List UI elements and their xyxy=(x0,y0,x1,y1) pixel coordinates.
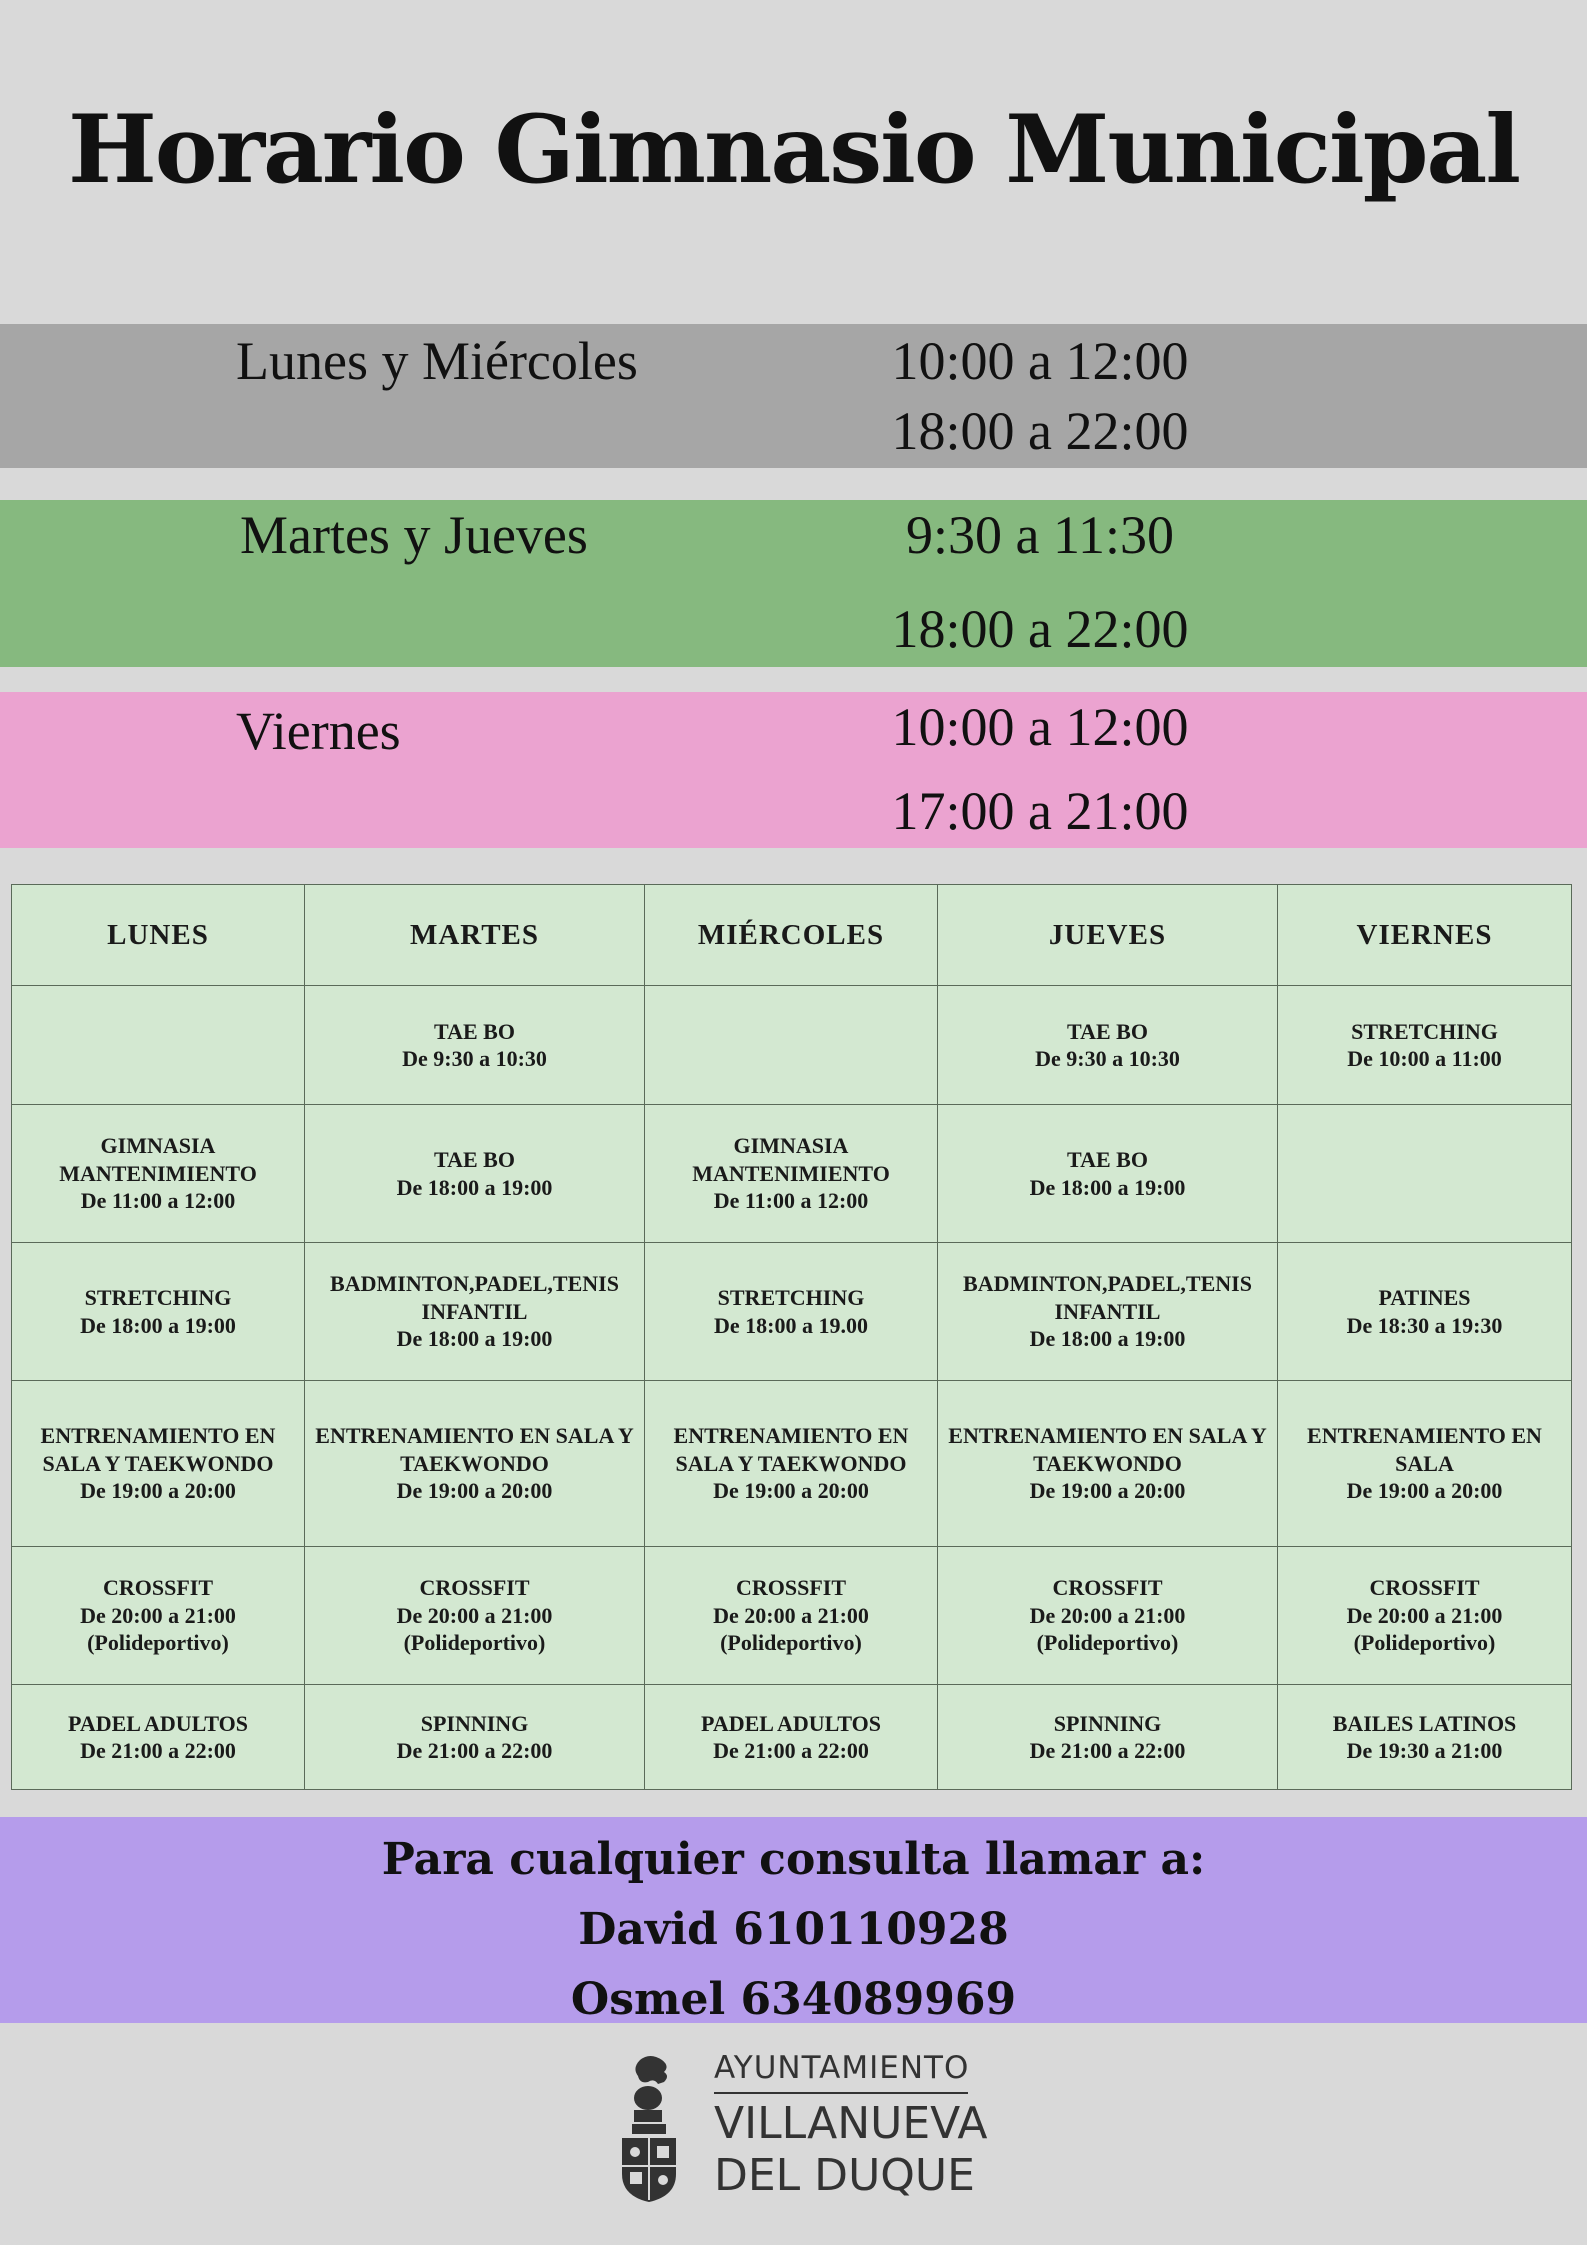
schedule-row xyxy=(12,1243,1572,1381)
activity-name: CROSSFIT xyxy=(1052,1575,1163,1601)
activity-name: ENTRENAMIENTO EN SALA xyxy=(1307,1423,1542,1476)
page-title: Horario Gimnasio Municipal xyxy=(67,95,1520,205)
schedule-row xyxy=(12,1105,1572,1243)
band-time: 18:00 a 22:00 xyxy=(891,401,1189,461)
band-days: Viernes xyxy=(236,701,401,761)
schedule-cell xyxy=(12,986,305,1105)
activity-time: De 21:00 a 22:00 xyxy=(1029,1738,1186,1763)
schedule-cell xyxy=(938,1243,1278,1381)
activity-name: GIMNASIA MANTENIMIENTO xyxy=(59,1133,257,1186)
crest-icon xyxy=(618,2054,680,2204)
activity-time: De 19:00 a 20:00 xyxy=(396,1478,553,1504)
activity-name: PATINES xyxy=(1378,1285,1471,1310)
municipality-logo xyxy=(618,2050,988,2210)
band-time: 10:00 a 12:00 xyxy=(891,331,1189,391)
band-time: 18:00 a 22:00 xyxy=(891,599,1189,659)
schedule-cell xyxy=(645,1243,938,1381)
activity-time: De 9:30 a 10:30 xyxy=(1035,1046,1180,1071)
activity-name: CROSSFIT xyxy=(102,1575,214,1601)
schedule-cell xyxy=(1278,1381,1572,1547)
activity-name: TAE BO xyxy=(434,1018,515,1044)
schedule-cell xyxy=(12,1105,305,1243)
hours-band-mon-wed xyxy=(0,324,1587,468)
logo-line-ayuntamiento: AYUNTAMIENTO xyxy=(714,2050,970,2086)
activity-name: CROSSFIT xyxy=(1369,1575,1480,1601)
hours-band-tue-thu xyxy=(0,500,1587,667)
activity-name: GIMNASIA MANTENIMIENTO xyxy=(692,1133,890,1186)
activity-name: TAE BO xyxy=(1067,1018,1148,1044)
activity-time: De 20:00 a 21:00 xyxy=(1029,1602,1186,1628)
header-miercoles: MIÉRCOLES xyxy=(645,885,938,986)
schedule-cell xyxy=(1278,1243,1572,1381)
activity-name: PADEL ADULTOS xyxy=(68,1710,248,1736)
activity-time: De 18:30 a 19:30 xyxy=(1346,1312,1503,1338)
schedule-cell xyxy=(1278,1547,1572,1685)
activity-time: De 20:00 a 21:00 xyxy=(396,1602,553,1628)
schedule-cell xyxy=(938,1685,1278,1790)
activity-name: TAE BO xyxy=(434,1147,515,1172)
schedule-cell xyxy=(12,1547,305,1685)
contact-phone-osmel: Osmel 634089969 xyxy=(570,1974,1017,2025)
activity-name: STRETCHING xyxy=(717,1285,865,1310)
contact-phone-david: David 610110928 xyxy=(578,1904,1009,1955)
band-time: 17:00 a 21:00 xyxy=(891,781,1189,841)
schedule-cell xyxy=(305,1243,645,1381)
logo-rule xyxy=(714,2092,968,2094)
schedule-cell xyxy=(305,1381,645,1547)
schedule-row xyxy=(12,1381,1572,1547)
activity-time: De 21:00 a 22:00 xyxy=(396,1738,553,1763)
activity-name: STRETCHING xyxy=(1351,1018,1498,1044)
schedule-cell xyxy=(645,1547,938,1685)
activity-time: De 19:00 a 20:00 xyxy=(1029,1478,1186,1504)
schedule-cell xyxy=(12,1381,305,1547)
activity-name: BAILES LATINOS xyxy=(1332,1710,1517,1736)
activity-time: De 18:00 a 19:00 xyxy=(1029,1326,1186,1352)
activity-name: CROSSFIT xyxy=(419,1575,530,1601)
activity-note: (Polideportivo) xyxy=(1353,1630,1496,1656)
band-days: Lunes y Miércoles xyxy=(236,331,638,391)
activity-time: De 21:00 a 22:00 xyxy=(80,1738,236,1763)
schedule-cell xyxy=(1278,1685,1572,1790)
schedule-cell xyxy=(645,1105,938,1243)
header-martes: MARTES xyxy=(305,885,645,986)
schedule-cell xyxy=(305,1547,645,1685)
schedule-cell xyxy=(645,986,938,1105)
schedule-cell xyxy=(938,1105,1278,1243)
band-time: 9:30 a 11:30 xyxy=(906,505,1174,565)
activity-note: (Polideportivo) xyxy=(87,1630,229,1656)
schedule-row xyxy=(12,986,1572,1105)
activity-name: ENTRENAMIENTO EN SALA Y TAEKWONDO xyxy=(40,1423,276,1476)
activity-name: CROSSFIT xyxy=(735,1575,847,1601)
schedule-cell xyxy=(645,1381,938,1547)
activity-name: STRETCHING xyxy=(84,1285,232,1310)
schedule-cell xyxy=(938,1381,1278,1547)
logo-line-del-duque: DEL DUQUE xyxy=(714,2150,975,2201)
schedule-cell xyxy=(938,1547,1278,1685)
header-viernes: VIERNES xyxy=(1278,885,1572,986)
activity-time: De 11:00 a 12:00 xyxy=(713,1188,869,1214)
activity-time: De 21:00 a 22:00 xyxy=(713,1738,869,1763)
schedule-cell xyxy=(305,986,645,1105)
activity-name: SPINNING xyxy=(1053,1710,1162,1736)
activity-time: De 20:00 a 21:00 xyxy=(713,1602,869,1628)
activity-note: (Polideportivo) xyxy=(403,1630,546,1656)
header-jueves: JUEVES xyxy=(938,885,1278,986)
contact-heading: Para cualquier consulta llamar a: xyxy=(381,1834,1206,1885)
schedule-cell xyxy=(938,986,1278,1105)
schedule-cell xyxy=(645,1685,938,1790)
activity-name: PADEL ADULTOS xyxy=(701,1710,881,1736)
activity-name: ENTRENAMIENTO EN SALA Y TAEKWONDO xyxy=(315,1423,634,1476)
header-lunes: LUNES xyxy=(12,885,305,986)
schedule-cell xyxy=(305,1685,645,1790)
activity-time: De 18:00 a 19:00 xyxy=(396,1326,553,1352)
activity-time: De 19:00 a 20:00 xyxy=(80,1478,236,1504)
schedule-row xyxy=(12,1685,1572,1790)
schedule-row xyxy=(12,1547,1572,1685)
schedule-cell xyxy=(12,1685,305,1790)
schedule-cell xyxy=(1278,986,1572,1105)
activity-name: BADMINTON,PADEL,TENIS INFANTIL xyxy=(963,1271,1252,1324)
activity-name: BADMINTON,PADEL,TENIS INFANTIL xyxy=(330,1271,619,1324)
band-days: Martes y Jueves xyxy=(240,505,588,565)
activity-time: De 19:00 a 20:00 xyxy=(1346,1478,1503,1504)
schedule-cell xyxy=(12,1243,305,1381)
activity-time: De 11:00 a 12:00 xyxy=(80,1188,236,1214)
activity-time: De 18:00 a 19:00 xyxy=(80,1312,236,1338)
activity-time: De 10:00 a 11:00 xyxy=(1347,1046,1502,1071)
activity-time: De 20:00 a 21:00 xyxy=(1346,1602,1503,1628)
contact-banner xyxy=(0,1817,1587,2023)
activity-time: De 9:30 a 10:30 xyxy=(402,1046,547,1071)
activity-time: De 19:30 a 21:00 xyxy=(1346,1738,1503,1763)
activity-name: ENTRENAMIENTO EN SALA Y TAEKWONDO xyxy=(948,1423,1267,1476)
activity-name: TAE BO xyxy=(1067,1147,1148,1172)
activity-time: De 18:00 a 19.00 xyxy=(714,1312,868,1338)
band-time: 10:00 a 12:00 xyxy=(891,697,1189,757)
schedule-cell xyxy=(1278,1105,1572,1243)
activity-name: SPINNING xyxy=(420,1710,529,1736)
activity-note: (Polideportivo) xyxy=(720,1630,862,1656)
activity-name: ENTRENAMIENTO EN SALA Y TAEKWONDO xyxy=(673,1423,909,1476)
activity-time: De 18:00 a 19:00 xyxy=(1029,1174,1186,1200)
activity-time: De 19:00 a 20:00 xyxy=(713,1478,869,1504)
schedule-cell xyxy=(305,1105,645,1243)
activity-note: (Polideportivo) xyxy=(1036,1630,1179,1656)
activity-time: De 20:00 a 21:00 xyxy=(80,1602,236,1628)
logo-line-villanueva: VILLANUEVA xyxy=(714,2098,988,2149)
activity-schedule-table xyxy=(11,884,1572,1790)
hours-band-fri xyxy=(0,692,1587,848)
activity-time: De 18:00 a 19:00 xyxy=(396,1174,553,1200)
